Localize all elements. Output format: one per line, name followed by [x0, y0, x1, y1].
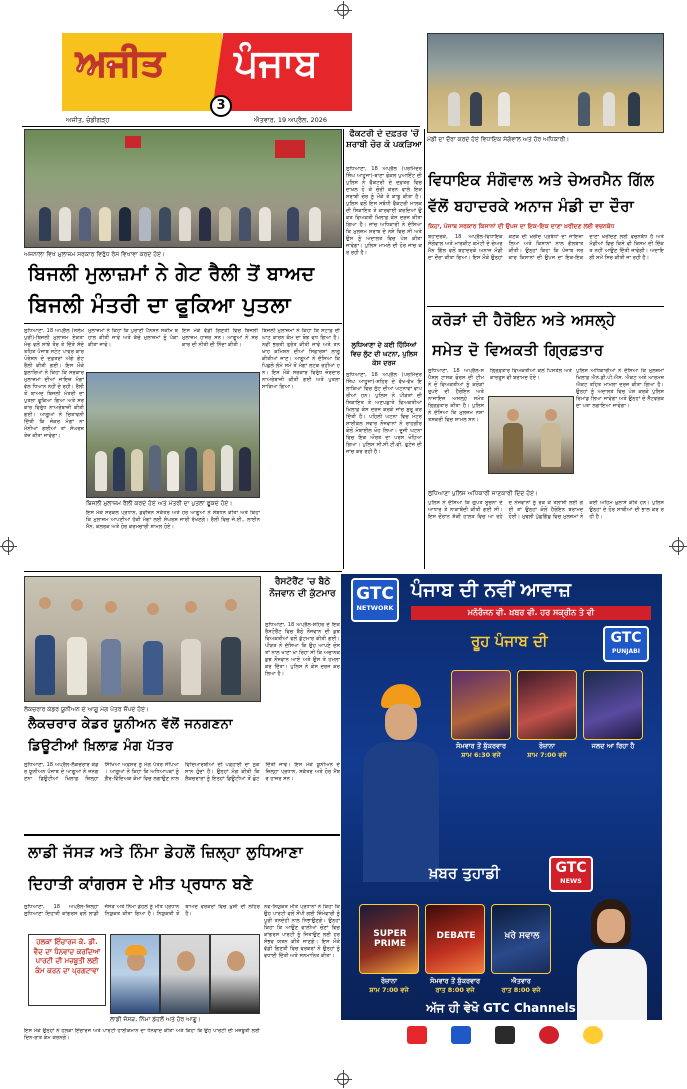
factory-sub-headline: ਲੁਧਿਆਣਾ ਦੇ ਕਈ ਹਿੱਸਿਆਂ ਵਿਚ ਲੁੱਟ ਦੀ ਘਟਨਾ, ਪੁਲਿਸ ਕੇਸ ਦਰਜ	[350, 341, 418, 367]
person-figure	[119, 207, 131, 241]
gtc-network-logo-sub: NETWORK	[356, 604, 394, 612]
person-head	[185, 601, 197, 613]
protest-photo-caption: ਅਜਨਾਲਾ ਵਿਖੇ ਮੁਲਾਜ਼ਮ ਸਰਕਾਰ ਵਿਰੁੱਧ ਰੋਸ ਵਿਖਾਵਾ ਕਰਦੇ ਹੋਏ।	[24, 251, 165, 258]
congress-highlight-box	[28, 934, 106, 1006]
news-show-3-time: ਰਾਤ 8:00 ਵਜੇ	[501, 986, 541, 994]
platform-logo	[451, 1026, 471, 1044]
platform-logo	[407, 1026, 427, 1044]
mandi-photo	[427, 33, 664, 133]
section-divider	[24, 571, 342, 572]
person-figure	[149, 445, 161, 491]
person-figure	[199, 207, 211, 241]
column-divider	[343, 129, 344, 569]
registration-mark-left	[2, 540, 14, 552]
mandi-headline-line-2: ਵੱਲੋਂ ਬਹਾਦਰਕੇ ਅਨਾਜ ਮੰਡੀ ਦਾ ਦੌਰਾ	[428, 197, 635, 215]
congress-photo-caption: ਲਾਡੀ ਜੱਸੜ, ਨਿੰਮਾ ਡੇਹਲੋਂ ਅਤੇ ਹੋਰ ਆਗੂ।	[110, 1016, 201, 1023]
person-figure	[167, 451, 179, 491]
power-headline-line-2: ਬਿਜਲੀ ਮੰਤਰੀ ਦਾ ਫੂਕਿਆ ਪੁਤਲਾ	[28, 293, 292, 317]
person-figure	[179, 207, 191, 241]
heroin-headline-line-2: ਸਮੇਤ ਦੋ ਵਿਅਕਤੀ ਗ੍ਰਿਫ਼ਤਾਰ	[432, 341, 604, 359]
person-head	[545, 409, 557, 421]
headline-divider	[24, 323, 342, 324]
factory-body-text-2: ਲੁਧਿਆਣਾ, 18 ਅਪ੍ਰੈਲ (ਪਰਮਿੰਦਰ ਸਿੰਘ ਆਹੂਜਾ)-ਸ਼ਹਿਰ ਦੇ ਵੱਖ-ਵੱਖ ਇਲਾਕਿਆਂ ਵਿਚ ਲੁੱਟ ਦੀਆਂ ਘਟਨਾਵਾਂ ਵਾਪਰੀਆਂ ਹਨ। ਪੁਲਿਸ ਨੇ ਪੀੜਤਾਂ ਦੀ ਸ਼ਿਕਾਇਤ ਤੇ ਅਣਪਛਾਤੇ ਵਿਅਕਤੀਆਂ ਖ਼ਿਲਾਫ਼ ਕੇਸ ਦਰਜ ਕਰਕੇ ਜਾਂਚ ਸ਼ੁਰੂ ਕਰ ਦਿੱਤੀ ਹੈ। ਪਹਿਲੀ ਘਟਨਾ ਵਿਚ ਮੋਟਰਸਾਈਕਲ ਸਵਾਰ ਨੌਜਵਾਨਾਂ ਨੇ ਰਾਹਗੀਰ ਕੋਲੋਂ ਮੋਬਾਈਲ ਖੋਹ ਲਿਆ। ਦੂਜੀ ਘਟਨਾ ਵਿਚ ਇਕ ਔਰਤ ਦਾ ਪਰਸ ਖੋਹਿਆ ਗਿਆ। ਪੁਲਿਸ ਸੀ.ਸੀ.ਟੀ.ਵੀ. ਫੁਟੇਜ ਦੀ ਜਾਂਚ ਕਰ ਰਹੀ ਹੈ।	[346, 372, 422, 455]
ad-title: ਪੰਜਾਬ ਦੀ ਨਵੀਂ ਆਵਾਜ਼	[411, 579, 571, 601]
ad-section-2-label: ਖ਼ਬਰ ਤੁਹਾਡੀ	[429, 864, 500, 882]
gtc-news-logo-sub: NEWS	[560, 877, 582, 885]
mandi-body-text: ਬਹਾਦਰਕੇ, 18 ਅਪ੍ਰੈਲ-ਵਿਧਾਇਕ ਸੰਗੋਵਾਲ ਅਤੇ ਮਾਰਕੀਟ ਕਮੇਟੀ ਦੇ ਚੇਅਰਮੈਨ ਗਿੱਲ ਵਲੋਂ ਬਹਾਦਰਕੇ ਅਨਾਜ ਮੰਡੀ ਦਾ ਦੌਰਾ ਕੀਤਾ ਗਿਆ। ਇਸ ਮੌਕੇ ਉਨ੍ਹਾਂ ਕਣਕ ਦੀ ਖ਼ਰੀਦ ਪ੍ਰਬੰਧਾਂ ਦਾ ਜਾਇਜ਼ਾ ਲਿਆ ਅਤੇ ਕਿਸਾਨਾਂ ਨਾਲ ਗੱਲਬਾਤ ਕੀਤੀ। ਉਨ੍ਹਾਂ ਕਿਹਾ ਕਿ ਪੰਜਾਬ ਸਰਕਾਰ ਕਿਸਾਨਾਂ ਦੀ ਉਪਜ ਦਾ ਇਕ-ਇਕ ਦਾਣਾ ਖ਼ਰੀਦਣ ਲਈ ਵਚਨਬੱਧ ਹੈ ਅਤੇ ਮੰਡੀਆਂ ਵਿਚ ਕਿਸੇ ਵੀ ਕਿਸਮ ਦੀ ਦਿੱਕਤ ਨਹੀਂ ਆਉਣ ਦਿੱਤੀ ਜਾਵੇਗੀ। ਅਦਾਇਗੀ ਸਮੇਂ ਸਿਰ ਕੀਤੀ ਜਾ ਰਹੀ ਹੈ।	[428, 234, 664, 261]
masthead-date: ਐਤਵਾਰ, 19 ਅਪ੍ਰੈਲ, 2026	[254, 116, 328, 124]
person-figure	[498, 92, 510, 126]
lecturer-photo-caption: ਲੈਕਚਰਾਰ ਕੇਡਰ ਯੂਨੀਅਨ ਦੇ ਆਗੂ ਮੰਗ ਪੱਤਰ ਸੌਂਪਦੇ ਹੋਏ।	[24, 706, 149, 713]
gtc-news-logo	[549, 856, 593, 892]
power-body-text-2: ਮੁਲਾਜ਼ਮਾਂ ਨੇ ਕਿਹਾ ਕਿ ਪੁਰਾਣੀ ਪੈਨਸ਼ਨ ਸਕੀਮ ਬਹਾਲ ਕੀਤੀ ਜਾਵੇ ਅਤੇ ਕੱਚੇ ਮੁਲਾਜ਼ਮਾਂ ਨੂੰ ਪੱਕਾ ਕੀਤਾ ਜਾਵੇ।	[88, 328, 178, 348]
news-show-3-label: ਐਤਵਾਰ	[511, 977, 531, 985]
ad-tagline: ਮਨੋਰੰਜਨ ਵੀ. ਖ਼ਬਰ ਵੀ. ਹਰ ਸਕ੍ਰੀਨ ਤੇ ਵੀ	[411, 606, 651, 620]
power-body-text-3: ਇਸ ਮੌਕੇ ਵੱਡੀ ਗਿਣਤੀ ਵਿਚ ਬਿਜਲੀ ਮੁਲਾਜ਼ਮ ਹਾਜ਼ਰ ਸਨ। ਆਗੂਆਂ ਨੇ ਸਰਕਾਰ ਦੀ ਨੀਤੀ ਦੀ ਨਿੰਦਾ ਕੀਤੀ।	[182, 328, 258, 348]
person-figure	[39, 207, 51, 241]
heroin-photo	[488, 396, 574, 474]
mandi-kicker: ਕਿਹਾ, ਪੰਜਾਬ ਸਰਕਾਰ ਕਿਸਾਨਾਂ ਦੀ ਉਪਜ ਦਾ ਇਕ-ਇਕ ਦਾਣਾ ਖ਼ਰੀਦਣ ਲਈ ਵਚਨਬੱਧ	[428, 223, 615, 230]
show-thumb-1[interactable]	[451, 670, 511, 740]
news-show-2-title: DEBATE	[436, 931, 476, 941]
show-1-time: ਸ਼ਾਮ 6:30 ਵਜੇ	[461, 751, 501, 759]
show-2-time: ਸ਼ਾਮ 7:00 ਵਜੇ	[527, 751, 567, 759]
person-figure	[503, 423, 523, 467]
gtc-network-logo-text: GTC	[356, 584, 394, 604]
person-figure	[99, 207, 111, 241]
power-body-text-1: ਲੁਧਿਆਣਾ, 18 ਅਪ੍ਰੈਲ (ਸਲੇਮਪੁਰੀ)-ਬਿਜਲੀ ਮੁਲਾਜ਼ਮ ਏਕਤਾ ਮੰਚ ਵਲੋਂ ਸਾਂਝੇ ਤੌਰ ਤੇ ਦਿੱਤੇ ਸੱਦੇ ਤਹਿਤ ਪੰਜਾਬ ਸਟੇਟ ਪਾਵਰ ਕਾਰਪੋਰੇਸ਼ਨ ਦੇ ਦਫ਼ਤਰਾਂ ਅੱਗੇ ਗੇਟ ਰੈਲੀ ਕੀਤੀ ਗਈ। ਇਸ ਮੌਕੇ ਬੁਲਾਰਿਆਂ ਨੇ ਕਿਹਾ ਕਿ ਸਰਕਾਰ ਮੁਲਾਜ਼ਮਾਂ ਦੀਆਂ ਜਾਇਜ਼ ਮੰਗਾਂ ਵੱਲ ਧਿਆਨ ਨਹੀਂ ਦੇ ਰਹੀ। ਰੈਲੀ ਤੋਂ ਬਾਅਦ ਬਿਜਲੀ ਮੰਤਰੀ ਦਾ ਪੁਤਲਾ ਫੂਕਿਆ ਗਿਆ ਅਤੇ ਸਰਕਾਰ ਵਿਰੁੱਧ ਨਾਅਰੇਬਾਜ਼ੀ ਕੀਤੀ ਗਈ। ਆਗੂਆਂ ਨੇ ਚਿਤਾਵਨੀ ਦਿੱਤੀ ਕਿ ਜੇਕਰ ਮੰਗਾਂ ਨਾ ਮੰਨੀਆਂ ਗਈਆਂ ਤਾਂ ਸੰਘਰਸ਼ ਤੇਜ਼ ਕੀਤਾ ਜਾਵੇਗਾ।	[24, 328, 84, 439]
protest-photo	[24, 129, 342, 248]
congress-headline-line-2: ਦਿਹਾਤੀ ਕਾਂਗਰਸ ਦੇ ਮੀਤ ਪ੍ਰਧਾਨ ਬਣੇ	[28, 875, 254, 893]
power-body-text-5: ਇਸ ਮੌਕੇ ਸਰਕਲ ਪ੍ਰਧਾਨ, ਡਵੀਜ਼ਨ ਸਕੱਤਰ ਅਤੇ ਹੋਰ ਆਗੂਆਂ ਨੇ ਸੰਬੋਧਨ ਕੀਤਾ ਅਤੇ ਕਿਹਾ ਕਿ ਮੁਲਾਜ਼ਮ ਆਪਣੀਆਂ ਹੱਕੀ ਮੰਗਾਂ ਲਈ ਸੰਘਰਸ਼ ਜਾਰੀ ਰੱਖਣਗੇ। ਰੈਲੀ ਵਿਚ ਜੇ.ਈ., ਲਾਈਨਮੈਨ, ਕਲਰਕ ਅਤੇ ਹੋਰ ਕਰਮਚਾਰੀ ਸ਼ਾਮਲ ਹੋਏ।	[86, 510, 260, 530]
news-show-2-label: ਸੋਮਵਾਰ ਤੋਂ ਸ਼ੁੱਕਰਵਾਰ	[430, 977, 480, 985]
person-figure	[59, 207, 71, 241]
person-head	[71, 599, 83, 611]
lecturer-photo	[24, 576, 261, 702]
turban	[125, 945, 147, 955]
congress-photo-2	[160, 934, 210, 1014]
host-body	[363, 742, 439, 882]
person-figure	[541, 423, 561, 467]
section-divider	[427, 306, 664, 307]
restaurant-body-text: ਲੁਧਿਆਣਾ, 18 ਅਪ੍ਰੈਲ-ਸ਼ਹਿਰ ਦੇ ਇਕ ਰੈਸਟੋਰੈਂਟ ਵਿਚ ਬੈਠੇ ਨੌਜਵਾਨ ਦੀ ਕੁਝ ਵਿਅਕਤੀਆਂ ਵਲੋਂ ਕੁੱਟਮਾਰ ਕੀਤੀ ਗਈ। ਪੀੜਤ ਨੇ ਦੱਸਿਆ ਕਿ ਉਹ ਆਪਣੇ ਦੋਸਤਾਂ ਨਾਲ ਖਾਣਾ ਖਾ ਰਿਹਾ ਸੀ ਕਿ ਅਚਾਨਕ ਕੁਝ ਨੌਜਵਾਨ ਆਏ ਅਤੇ ਉਸ ਤੇ ਹਮਲਾ ਕਰ ਦਿੱਤਾ। ਪੁਲਿਸ ਨੇ ਕੇਸ ਦਰਜ ਕਰ ਲਿਆ ਹੈ।	[265, 622, 340, 677]
logo-left: ਅਜੀਤ	[76, 43, 165, 84]
platform-logo	[495, 1026, 515, 1044]
restaurant-headline: ਰੈਸਟੋਰੈਂਟ 'ਚ ਬੈਠੇ ਨੌਜਵਾਨ ਦੀ ਕੁੱਟਮਾਰ	[269, 577, 336, 599]
factory-headline: ਫੈਕਟਰੀ ਦੇ ਦਫ਼ਤਰ 'ਚੋਂ ਸ਼ਰਾਬੀ ਚੋਰ ਕੋ ਪਕੜਿਆ	[346, 129, 422, 150]
person-figure	[309, 207, 321, 241]
show-thumb-2[interactable]	[517, 670, 577, 740]
congress-body-text-2: ਇਸ ਮੌਕੇ ਉਨ੍ਹਾਂ ਨੇ ਹਲਕਾ ਇੰਚਾਰਜ ਅਤੇ ਪਾਰਟੀ ਹਾਈਕਮਾਨ ਦਾ ਧੰਨਵਾਦ ਕੀਤਾ ਅਤੇ ਕਿਹਾ ਕਿ ਉਹ ਪਾਰਟੀ ਦੀ ਮਜ਼ਬੂਤੀ ਲਈ ਦਿਨ-ਰਾਤ ਕੰਮ ਕਰਨਗੇ।	[24, 1028, 260, 1041]
person-figure	[35, 635, 55, 695]
heroin-headline-line-1: ਕਰੋੜਾਂ ਦੀ ਹੈਰੋਇਨ ਅਤੇ ਅਸਲ੍ਹੇ	[432, 311, 616, 329]
mandi-headline-line-1: ਵਿਧਾਇਕ ਸੰਗੋਵਾਲ ਅਤੇ ਚੇਅਰਮੈਨ ਗਿੱਲ	[428, 171, 655, 189]
factory-body-text: ਲੁਧਿਆਣਾ, 18 ਅਪ੍ਰੈਲ (ਪਰਮਿੰਦਰ ਸਿੰਘ ਆਹੂਜਾ)-ਥਾਣਾ ਫੋਕਲ ਪੁਆਇੰਟ ਦੀ ਪੁਲਿਸ ਨੇ ਫੈਕਟਰੀ ਦੇ ਦਫ਼ਤਰ ਵਿਚ ਦਾਖ਼ਲ ਹੋ ਕੇ ਚੋਰੀ ਕਰਨ ਵਾਲੇ ਇਕ ਸ਼ਰਾਬੀ ਚੋਰ ਨੂੰ ਮੌਕੇ ਤੇ ਕਾਬੂ ਕੀਤਾ ਹੈ। ਪੁਲਿਸ ਵਲੋਂ ਇਸ ਸਬੰਧੀ ਫੈਕਟਰੀ ਮਾਲਕ ਦੀ ਸ਼ਿਕਾਇਤ ਤੇ ਕਾਰਵਾਈ ਕਰਦਿਆਂ ਉਕਤ ਵਿਅਕਤੀ ਖ਼ਿਲਾਫ਼ ਕੇਸ ਦਰਜ ਕੀਤਾ ਗਿਆ ਹੈ। ਜਾਂਚ ਅਧਿਕਾਰੀ ਨੇ ਦੱਸਿਆ ਕਿ ਮੁਲਜ਼ਮ ਸ਼ਰਾਬ ਦੇ ਨਸ਼ੇ ਵਿਚ ਸੀ ਅਤੇ ਉਸ ਨੂੰ ਅਦਾਲਤ ਵਿਚ ਪੇਸ਼ ਕੀਤਾ ਜਾਵੇਗਾ। ਪੁਲਿਸ ਮਾਮਲੇ ਦੀ ਹੋਰ ਜਾਂਚ ਕਰ ਰਹੀ ਹੈ।	[346, 166, 422, 256]
power-photo-caption: ਬਿਜਲੀ ਮੁਲਾਜ਼ਮ ਰੈਲੀ ਕਰਦੇ ਹੋਏ ਅਤੇ ਮੰਤਰੀ ਦਾ ਪੁਤਲਾ ਫੂਕਦੇ ਹੋਏ।	[86, 500, 233, 507]
person-head	[105, 601, 117, 613]
gtc-punjabi-logo	[603, 626, 649, 662]
news-show-thumb-1[interactable]	[359, 904, 419, 974]
person-figure	[221, 637, 241, 695]
congress-box-text: ਹਲਕਾ ਇੰਚਾਰਜ ਕੇ. ਡੀ. ਵੈਦ ਦਾ ਧੰਨਵਾਦ ਕਰਦਿਆਂ ਪਾਰਟੀ ਦੀ ਮਜ਼ਬੂਤੀ ਲਈ ਕੰਮ ਕਰਨ ਦਾ ਪ੍ਰਗਟਾਵਾ	[33, 938, 101, 975]
congress-photo-1	[110, 934, 160, 1014]
congress-body-text-3: ਨਵ-ਨਿਯੁਕਤ ਮੀਤ ਪ੍ਰਧਾਨਾਂ ਨੇ ਕਿਹਾ ਕਿ ਉਹ ਪਾਰਟੀ ਵਲੋਂ ਸੌਂਪੀ ਗਈ ਜ਼ਿੰਮੇਵਾਰੀ ਨੂੰ ਪੂਰੀ ਤਨਦੇਹੀ ਨਾਲ ਨਿਭਾਉਣਗੇ। ਉਨ੍ਹਾਂ ਕਿਹਾ ਕਿ ਆਉਣ ਵਾਲੀਆਂ ਚੋਣਾਂ ਵਿਚ ਕਾਂਗਰਸ ਪਾਰਟੀ ਨੂੰ ਜਿਤਾਉਣ ਲਈ ਹਰ ਸੰਭਵ ਯਤਨ ਕੀਤੇ ਜਾਣਗੇ। ਇਸ ਮੌਕੇ ਵੱਡੀ ਗਿਣਤੀ ਵਿਚ ਵਰਕਰਾਂ ਨੇ ਉਨ੍ਹਾਂ ਨੂੰ ਵਧਾਈ ਦਿੱਤੀ ਅਤੇ ਸਨਮਾਨਿਤ ਕੀਤਾ।	[264, 904, 340, 959]
registration-mark-right	[672, 540, 684, 552]
gtc-advertisement[interactable]	[341, 574, 662, 1050]
person-figure	[185, 447, 197, 491]
congress-headline-line-1: ਲਾਡੀ ਜੱਸੜ ਅਤੇ ਨਿੰਮਾ ਡੇਹਲੋਂ ਜ਼ਿਲ੍ਹਾ ਲੁਧਿਆਣਾ	[28, 843, 304, 861]
person-head	[177, 951, 195, 971]
masthead	[62, 33, 352, 111]
column-divider	[424, 129, 425, 569]
person-figure	[181, 639, 201, 695]
news-show-thumb-2[interactable]	[425, 904, 485, 974]
page-number: 3	[210, 95, 232, 117]
news-show-2-time: ਰਾਤ 8:00 ਵਜੇ	[435, 986, 475, 994]
show-3-label: ਜਲਦ ਆ ਰਿਹਾ ਹੈ	[591, 742, 635, 750]
news-show-thumb-3[interactable]	[491, 904, 551, 974]
person-figure	[239, 207, 251, 241]
mandi-photo-caption: ਮੰਡੀ ਦਾ ਦੌਰਾ ਕਰਦੇ ਹੋਏ ਵਿਧਾਇਕ ਸੰਗੋਵਾਲ ਅਤੇ ਹੋਰ ਅਧਿਕਾਰੀ।	[427, 136, 570, 143]
gtc-news-logo-text: GTC	[555, 860, 587, 876]
red-flag	[125, 136, 141, 148]
ad-host-figure	[363, 684, 443, 884]
logo-right: ਪੰਜਾਬ	[234, 41, 318, 85]
news-show-1-time: ਸ਼ਾਮ 7:00 ਵਜੇ	[369, 986, 409, 994]
lecturer-body-text: ਲੁਧਿਆਣਾ, 18 ਅਪ੍ਰੈਲ-ਲੈਕਚਰਾਰ ਕੇਡਰ ਯੂਨੀਅਨ ਪੰਜਾਬ ਦੇ ਆਗੂਆਂ ਨੇ ਜਨਗਣਨਾ ਡਿਊਟੀਆਂ ਖ਼ਿਲਾਫ਼ ਜ਼ਿਲ੍ਹਾ ਸਿੱਖਿਆ ਅਫ਼ਸਰ ਨੂੰ ਮੰਗ ਪੱਤਰ ਸੌਂਪਿਆ। ਆਗੂਆਂ ਨੇ ਕਿਹਾ ਕਿ ਅਧਿਆਪਕਾਂ ਨੂੰ ਗ਼ੈਰ-ਵਿੱਦਿਅਕ ਕੰਮਾਂ ਵਿਚ ਲਗਾਉਣ ਨਾਲ ਵਿਦਿਆਰਥੀਆਂ ਦੀ ਪੜ੍ਹਾਈ ਦਾ ਨੁਕਸਾਨ ਹੁੰਦਾ ਹੈ। ਉਨ੍ਹਾਂ ਮੰਗ ਕੀਤੀ ਕਿ ਲੈਕਚਰਾਰਾਂ ਨੂੰ ਇਨ੍ਹਾਂ ਡਿਊਟੀਆਂ ਤੋਂ ਛੋਟ ਦਿੱਤੀ ਜਾਵੇ। ਇਸ ਮੌਕੇ ਯੂਨੀਅਨ ਦੇ ਜ਼ਿਲ੍ਹਾ ਪ੍ਰਧਾਨ, ਸਕੱਤਰ ਅਤੇ ਹੋਰ ਮੈਂਬਰ ਹਾਜ਼ਰ ਸਨ।	[24, 762, 340, 782]
news-show-1-title: SUPER PRIME	[373, 929, 407, 949]
gtc-punjabi-logo-text: GTC	[610, 630, 642, 646]
power-body-text-4: ਬਿਜਲੀ ਮੁਲਾਜ਼ਮਾਂ ਨੇ ਕਿਹਾ ਕਿ ਸਟਾਫ਼ ਦੀ ਘਾਟ ਕਾਰਨ ਕੰਮ ਦਾ ਬੋਝ ਵਧ ਗਿਆ ਹੈ। ਨਵੀਂ ਭਰਤੀ ਤੁਰੰਤ ਕੀਤੀ ਜਾਵੇ ਅਤੇ ਤਨਖ਼ਾਹ ਕਮਿਸ਼ਨ ਦੀਆਂ ਸਿਫ਼ਾਰਸ਼ਾਂ ਲਾਗੂ ਕੀਤੀਆਂ ਜਾਣ। ਆਗੂਆਂ ਨੇ ਦੱਸਿਆ ਕਿ ਪਿਛਲੇ ਲੰਮੇ ਸਮੇਂ ਤੋਂ ਮੰਗਾਂ ਲਟਕ ਰਹੀਆਂ ਹਨ। ਇਸ ਮੌਕੇ ਸਰਕਾਰ ਵਿਰੁੱਧ ਜ਼ੋਰਦਾਰ ਨਾਅਰੇਬਾਜ਼ੀ ਕੀਤੀ ਗਈ ਅਤੇ ਪੁਤਲਾ ਸਾੜਿਆ ਗਿਆ।	[262, 328, 340, 390]
masthead-city: ਅਜੀਤ, ਚੰਡੀਗੜ੍ਹ	[66, 116, 110, 124]
heroin-body-text-2: ਗ੍ਰਿਫ਼ਤਾਰ ਵਿਅਕਤੀਆਂ ਕੋਲੋਂ ਪਿਸਤੌਲ ਅਤੇ ਕਾਰਤੂਸ ਵੀ ਬਰਾਮਦ ਹੋਏ।	[490, 368, 572, 381]
ad-section-1-label: ਰੂਹ ਪੰਜਾਬ ਦੀ	[471, 632, 548, 650]
person-figure	[287, 207, 299, 241]
person-figure	[101, 639, 121, 695]
platform-logo	[583, 1026, 603, 1044]
person-figure	[470, 92, 482, 126]
show-2-label: ਰੋਜ਼ਾਨਾ	[538, 742, 556, 750]
heroin-body-text-3: ਪੁਲਿਸ ਅਧਿਕਾਰੀਆਂ ਨੇ ਦੱਸਿਆ ਕਿ ਮੁਲਜ਼ਮਾਂ ਖ਼ਿਲਾਫ਼ ਐਨ.ਡੀ.ਪੀ.ਐਸ. ਐਕਟ ਅਤੇ ਆਰਮਜ਼ ਐਕਟ ਤਹਿਤ ਮਾਮਲਾ ਦਰਜ ਕੀਤਾ ਗਿਆ ਹੈ। ਉਨ੍ਹਾਂ ਨੂੰ ਅਦਾਲਤ ਵਿਚ ਪੇਸ਼ ਕਰਕੇ ਪੁਲਿਸ ਰਿਮਾਂਡ ਲਿਆ ਜਾਵੇਗਾ ਅਤੇ ਉਨ੍ਹਾਂ ਦੇ ਨੈੱਟਵਰਕ ਦਾ ਪਤਾ ਲਗਾਇਆ ਜਾਵੇਗਾ।	[576, 368, 664, 409]
person-figure	[239, 447, 251, 491]
person-figure	[259, 207, 271, 241]
person-figure	[203, 449, 215, 491]
power-photo	[86, 372, 260, 498]
registration-mark-top	[337, 4, 349, 16]
person-head	[39, 597, 51, 609]
ad-platform-strip	[341, 1020, 662, 1050]
red-flag	[275, 140, 305, 158]
congress-photo-3	[210, 934, 260, 1014]
registration-mark-bottom	[337, 1073, 349, 1085]
person-figure	[113, 447, 125, 491]
heroin-body-text-1: ਲੁਧਿਆਣਾ, 18 ਅਪ੍ਰੈਲ-ਸਪੈਸ਼ਲ ਟਾਸਕ ਫੋਰਸ ਦੀ ਟੀਮ ਨੇ ਦੋ ਵਿਅਕਤੀਆਂ ਨੂੰ ਕਰੋੜਾਂ ਰੁਪਏ ਦੀ ਹੈਰੋਇਨ ਅਤੇ ਨਾਜਾਇਜ਼ ਅਸਲ੍ਹੇ ਸਮੇਤ ਗ੍ਰਿਫ਼ਤਾਰ ਕੀਤਾ ਹੈ। ਪੁਲਿਸ ਨੇ ਦੱਸਿਆ ਕਿ ਮੁਲਜ਼ਮ ਨਸ਼ਾ ਤਸਕਰੀ ਵਿਚ ਸ਼ਾਮਲ ਸਨ।	[428, 368, 484, 423]
heroin-photo-caption: ਲੁਧਿਆਣਾ ਪੁਲਿਸ ਅਧਿਕਾਰੀ ਜਾਣਕਾਰੀ ਦਿੰਦੇ ਹੋਏ।	[428, 490, 538, 497]
person-figure	[628, 92, 640, 126]
gtc-network-logo	[351, 578, 399, 622]
person-head	[147, 603, 159, 615]
person-figure	[448, 92, 460, 126]
person-figure	[603, 92, 615, 126]
lecturer-headline-line-1: ਲੈਕਚਰਾਰ ਕੇਡਰ ਯੂਨੀਅਨ ਵੱਲੋਂ ਜਨਗਣਨਾ	[28, 717, 234, 732]
person-figure	[131, 449, 143, 491]
person-figure	[95, 451, 107, 491]
lecturer-headline-line-2: ਡਿਊਟੀਆਂ ਖ਼ਿਲਾਫ਼ ਮੰਗ ਪੱਤਰ	[28, 739, 174, 754]
show-thumb-3[interactable]	[583, 670, 643, 740]
news-show-1-label: ਰੋਜ਼ਾਨਾ	[380, 977, 398, 985]
platform-logo	[539, 1026, 559, 1044]
person-figure	[67, 637, 87, 695]
show-1-label: ਸੋਮਵਾਰ ਤੋਂ ਸ਼ੁੱਕਰਵਾਰ	[456, 742, 506, 750]
ad-cta[interactable]: ਅੱਜ ਹੀ ਵੇਖੋ GTC Channels	[426, 1001, 576, 1015]
congress-body-text-1: ਲੁਧਿਆਣਾ, 18 ਅਪ੍ਰੈਲ-ਜ਼ਿਲ੍ਹਾ ਲੁਧਿਆਣਾ ਦਿਹਾਤੀ ਕਾਂਗਰਸ ਵਲੋਂ ਲਾਡੀ ਜੱਸੜ ਅਤੇ ਨਿੰਮਾ ਡੇਹਲੋਂ ਨੂੰ ਮੀਤ ਪ੍ਰਧਾਨ ਨਿਯੁਕਤ ਕੀਤਾ ਗਿਆ ਹੈ। ਨਿਯੁਕਤੀ ਤੋਂ ਬਾਅਦ ਵਰਕਰਾਂ ਵਿਚ ਖ਼ੁਸ਼ੀ ਦੀ ਲਹਿਰ ਹੈ।	[24, 904, 260, 917]
host-face	[385, 704, 417, 740]
person-figure	[159, 207, 171, 241]
power-headline-line-1: ਬਿਜਲੀ ਮੁਲਾਜ਼ਮਾਂ ਨੇ ਗੇਟ ਰੈਲੀ ਤੋਂ ਬਾਅਦ	[28, 263, 315, 285]
person-figure	[221, 445, 233, 491]
masthead-divider	[22, 126, 420, 127]
person-head	[225, 599, 237, 611]
person-figure	[143, 641, 163, 695]
person-figure	[578, 92, 590, 126]
gtc-punjabi-logo-sub: PUNJABI	[612, 648, 640, 655]
news-show-3-title: ਖ਼ਰੇ ਸਵਾਲ	[504, 931, 540, 941]
person-figure	[219, 207, 231, 241]
person-head	[227, 951, 245, 971]
section-divider	[24, 834, 340, 836]
heroin-body-text-4: ਪੁਲਿਸ ਨੇ ਦੱਸਿਆ ਕਿ ਗੁਪਤ ਸੂਚਨਾ ਦੇ ਆਧਾਰ ਤੇ ਨਾਕਾਬੰਦੀ ਕੀਤੀ ਗਈ ਸੀ। ਇਸ ਦੌਰਾਨ ਸ਼ੱਕੀ ਹਾਲਤ ਵਿਚ ਆ ਰਹੇ ਦੋ ਨੌਜਵਾਨਾਂ ਨੂੰ ਰੋਕ ਕੇ ਤਲਾਸ਼ੀ ਲਈ ਗਈ ਤਾਂ ਉਨ੍ਹਾਂ ਕੋਲੋਂ ਹੈਰੋਇਨ ਬਰਾਮਦ ਹੋਈ। ਮੁਢਲੀ ਪੁੱਛਗਿੱਛ ਵਿਚ ਮੁਲਜ਼ਮਾਂ ਨੇ ਕਈ ਅਹਿਮ ਖ਼ੁਲਾਸੇ ਕੀਤੇ ਹਨ। ਪੁਲਿਸ ਉਨ੍ਹਾਂ ਦੇ ਹੋਰ ਸਾਥੀਆਂ ਦੀ ਭਾਲ ਕਰ ਰਹੀ ਹੈ।	[428, 500, 664, 520]
person-figure	[79, 207, 91, 241]
person-figure	[139, 207, 151, 241]
anchor-face	[597, 909, 625, 943]
person-head	[507, 409, 519, 421]
